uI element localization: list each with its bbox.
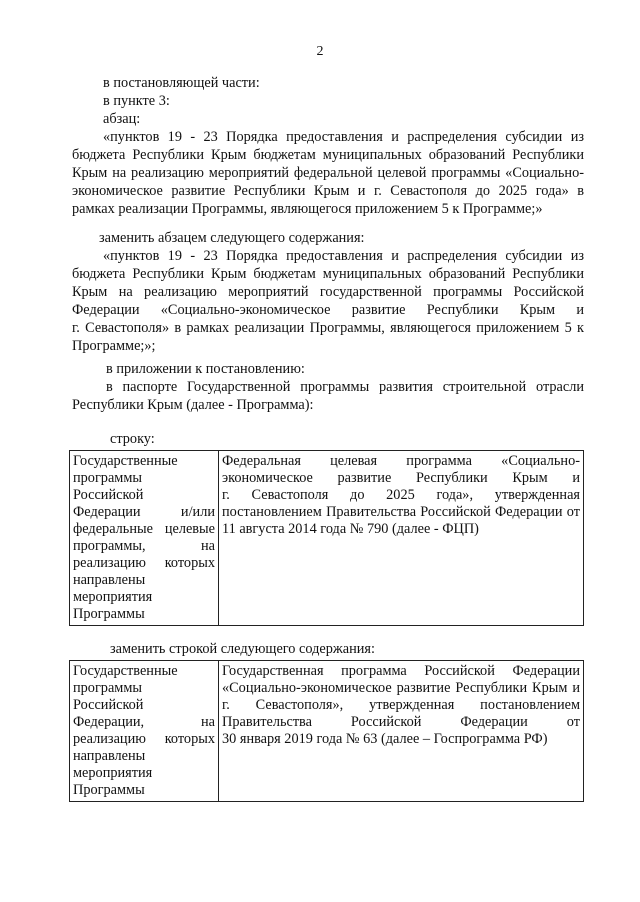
- cell-line: программы, на: [73, 538, 215, 554]
- old-row-right-cell: [219, 451, 584, 626]
- new-row-right-cell: [219, 661, 584, 802]
- cell-line: г. Севастополя», утвержденная постановлением: [222, 697, 580, 713]
- cell-line: Правительства Российской Федерации от: [222, 714, 580, 730]
- cell-line: мероприятия: [73, 589, 153, 605]
- cell-line: Федерации, на: [73, 714, 215, 730]
- cell-line: мероприятия: [73, 765, 153, 781]
- cell-line: направлены: [73, 748, 146, 764]
- replace-row-label: заменить строкой следующего содержания:: [110, 641, 375, 657]
- cell-line: направлены: [73, 572, 146, 588]
- appendix-paragraph: [72, 378, 584, 414]
- appendix-line-1: в приложении к постановлению:: [106, 361, 305, 377]
- cell-line: Федерации и/или: [73, 504, 215, 520]
- cell-line: 30 января 2019 года № 63 (далее – Госпрограмма РФ): [222, 731, 548, 747]
- row-label: строку:: [110, 431, 155, 447]
- table-row: [70, 451, 584, 626]
- appendix-line-2b: Республики Крым (далее - Программа):: [72, 397, 314, 413]
- cell-line: реализацию которых: [73, 555, 215, 571]
- old-row-table: [69, 450, 584, 626]
- cell-line: Российской: [73, 697, 144, 713]
- new-paragraph-line: «пунктов 19 - 23 Порядка предоставления и распределения субсидии из: [103, 248, 584, 264]
- old-paragraph: [72, 128, 584, 218]
- new-paragraph-line: Федерации «Социально-экономическое развитие Республики Крым и: [72, 302, 584, 318]
- intro-line-2: в пункте 3:: [103, 93, 170, 109]
- old-paragraph-line: экономическое развитие Республики Крым и г. Севастополя до 2025 года» в: [72, 183, 584, 199]
- page-number: 2: [316, 44, 324, 59]
- appendix-line-2a: в паспорте Государственной программы развития строительной отрасли: [106, 379, 584, 395]
- cell-line: Российской: [73, 487, 144, 503]
- cell-line: Государственные: [73, 453, 178, 469]
- cell-line: Федеральная целевая программа «Социально-: [222, 453, 580, 469]
- cell-line: Государственные: [73, 663, 178, 679]
- old-paragraph-line: рамках реализации Программы, являющегося приложением 5 к Программе;»: [72, 201, 543, 217]
- old-row-left-cell: [70, 451, 219, 626]
- replace-paragraph-label: заменить абзацем следующего содержания:: [99, 230, 365, 246]
- cell-line: федеральные целевые: [73, 521, 215, 537]
- old-paragraph-line: Крым на реализацию мероприятий федеральной целевой программы «Социально-: [72, 165, 584, 181]
- old-paragraph-line: «пунктов 19 - 23 Порядка предоставления и распределения субсидии из: [103, 129, 584, 145]
- cell-line: Государственная программа Российской Федерации: [222, 663, 580, 679]
- new-row-left-cell: [70, 661, 219, 802]
- cell-line: экономическое развитие Республики Крым и: [222, 470, 580, 486]
- cell-line: программы: [73, 680, 143, 696]
- new-row-table: [69, 660, 584, 802]
- intro-line-3: абзац:: [103, 111, 141, 127]
- cell-line: постановлением Правительства Российской Федерации от: [222, 504, 580, 520]
- new-paragraph-line: Программе;»;: [72, 338, 156, 354]
- intro-line-1: в постановляющей части:: [103, 75, 260, 91]
- table-row: [70, 661, 584, 802]
- cell-line: Программы: [73, 606, 145, 622]
- cell-line: реализацию которых: [73, 731, 215, 747]
- new-paragraph-line: г. Севастополя» в рамках реализации Программы, являющегося приложением 5 к: [72, 320, 584, 336]
- new-paragraph-line: Крым на реализацию мероприятий государственной программы Российской: [72, 284, 584, 300]
- cell-line: «Социально-экономическое развитие Республики Крым и: [222, 680, 580, 696]
- old-paragraph-line: бюджета Республики Крым бюджетам муниципальных образований Республики: [72, 147, 584, 163]
- cell-line: 11 августа 2014 года № 790 (далее - ФЦП): [222, 521, 479, 537]
- cell-line: программы: [73, 470, 143, 486]
- cell-line: г. Севастополя до 2025 года», утвержденная: [222, 487, 580, 503]
- cell-line: Программы: [73, 782, 145, 798]
- new-paragraph: [72, 247, 584, 355]
- new-paragraph-line: бюджета Республики Крым бюджетам муниципальных образований Республики: [72, 266, 584, 282]
